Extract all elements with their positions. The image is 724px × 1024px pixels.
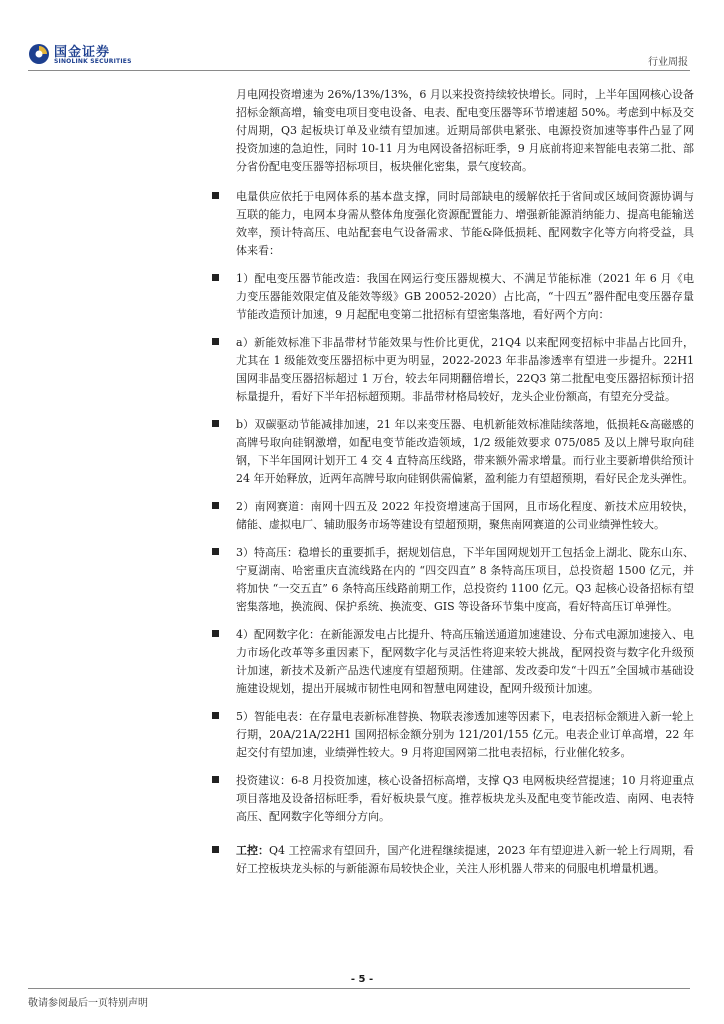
bullet-paragraph (236, 188, 694, 260)
bullet-square-icon (212, 502, 219, 509)
bullet-paragraph (236, 544, 694, 616)
paragraph-text: 月电网投资增速为 26%/13%/13%，6 月以来投资持续较快增长。同时，上半年国网核心设备招标金额高增，输变电项目变电设备、电表、配电变压器等环节增速超 50%。考虑到中标及交付周期，Q3 起板块订单及业绩有望加速。近期局部供电紧张、电源投资加速等事件凸显了网投资加速的急迫性，同时 10-11 月为电网设备招标旺季，9 月底前将迎来智能电表第二批、部分省份配电变压器等招标项目，板块催化密集，景气度较高。 (236, 88, 694, 173)
paragraph-continued (236, 86, 694, 176)
paragraph-text: 电量供应依托于电网体系的基本盘支撑，同时局部缺电的缓解依托于省间或区域间资源协调与互联的能力，电网本身需从整体角度强化资源配置能力、增强新能源消纳能力、提高电能输送效率，预计特高压、电站配套电气设备需求、节能&降低损耗、配网数字化等方向将受益，具体来看： (236, 190, 694, 257)
paragraph-text: 3）特高压：稳增长的重要抓手，据规划信息，下半年国网规划开工包括金上湖北、陇东山东、宁夏湖南、哈密重庆直流线路在内的 “四交四直” 8 条特高压项目，总投资超 1500 亿元，并将加快 “一交五直” 6 条特高压线路前期工作，总投资约 1100 亿元。Q3 起核心设备招标有望密集落地，换流阀、保护系统、换流变、GIS 等设备环节集中度高，看好特高压订单弹性。 (236, 546, 694, 613)
section-label: 工控： (236, 844, 269, 857)
page-footer (0, 964, 724, 1024)
bullet-square-icon (212, 192, 219, 199)
logo-text-cn: 国金证券 (54, 45, 111, 60)
page-number: - 5 - (350, 974, 374, 985)
logo-text-en: SINOLINK SECURITIES (54, 58, 132, 65)
paragraph-text: 2）南网赛道：南网十四五及 2022 年投资增速高于国网，且市场化程度、新技术应用较快，储能、虚拟电厂、辅助服务市场等建设有望超预期，聚焦南网赛道的公司业绩弹性较大。 (236, 500, 694, 531)
bullet-paragraph (236, 416, 694, 488)
bullet-square-icon (212, 338, 219, 345)
bullet-square-icon (212, 712, 219, 719)
bullet-paragraph (236, 270, 694, 324)
header-divider (28, 70, 690, 71)
bullet-paragraph-industrial-control (236, 842, 694, 878)
bullet-square-icon (212, 846, 219, 853)
logo-mark-icon (28, 43, 50, 65)
paragraph-text: 5）智能电表：在存量电表新标准替换、物联表渗透加速等因素下，电表招标金额进入新一轮上行期，20A/21A/22H1 国网招标金额分别为 121/201/155 亿元。电表企业订单高增，22 年起交付有望加速，业绩弹性较大。9 月将迎国网第二批电表招标，行业催化较多。 (236, 710, 694, 759)
bullet-paragraph (236, 626, 694, 698)
paragraph-text: 投资建议：6-8 月投资加速，核心设备招标高增，支撑 Q3 电网板块经营提速；10 月将迎重点项目落地及设备招标旺季，看好板块景气度。推荐板块龙头及配电变节能改造、南网、电表特高压、配网数字化等细分方向。 (236, 774, 694, 823)
bullet-square-icon (212, 548, 219, 555)
main-content (236, 86, 694, 888)
paragraph-text: Q4 工控需求有望回升，国产化进程继续提速，2023 年有望迎进入新一轮上行周期，看好工控板块龙头标的与新能源布局较快企业，关注人形机器人带来的伺服电机增量机遇。 (236, 844, 695, 875)
page-header (0, 0, 724, 80)
paragraph-text: b）双碳驱动节能减排加速，21 年以来变压器、电机新能效标准陆续落地，低损耗&高磁感的高牌号取向硅钢激增，如配电变节能改造领域，1/2 级能效要求 075/085 及以上牌号取向硅钢，下半年国网计划开工 4 交 4 直特高压线路，带来额外需求增量。而行业主要新增供给预计 24 年开始释放，近两年高牌号取向硅钢供需偏紧，盈利能力有望超预期，看好民企龙头弹性。 (236, 418, 694, 485)
bullet-paragraph (236, 334, 694, 406)
paragraph-text: a）新能效标准下非晶带材节能效果与性价比更优，21Q4 以来配网变招标中非晶占比回升，尤其在 1 级能效变压器招标中更为明显，2022-2023 年非晶渗透率有望进一步提升。22H1 国网非晶变压器招标超过 1 万台，较去年同期翻倍增长，22Q3 第二批配电变压器招标预计招标量提升，看好下半年招标超预期。非晶带材格局较好，龙头企业份额高，有望充分受益。 (236, 336, 694, 403)
footer-divider (28, 988, 690, 989)
bullet-paragraph (236, 498, 694, 534)
company-logo (28, 41, 148, 69)
bullet-paragraph (236, 708, 694, 762)
paragraph-text: 1）配电变压器节能改造：我国在网运行变压器规模大、不满足节能标准（2021 年 6 月《电力变压器能效限定值及能效等级》GB 20052-2020）占比高，“十四五”器件配电变压器存量节能改造预计加速，9 月起配电变第二批招标有望密集落地，看好两个方向： (236, 272, 694, 321)
bullet-square-icon (212, 630, 219, 637)
bullet-square-icon (212, 274, 219, 281)
bullet-square-icon (212, 776, 219, 783)
bullet-square-icon (212, 420, 219, 427)
bullet-paragraph (236, 772, 694, 826)
disclaimer-text: 敬请参阅最后一页特别声明 (28, 998, 148, 1009)
paragraph-text: 4）配网数字化：在新能源发电占比提升、特高压输送通道加速建设、分布式电源加速接入、电力市场化改革等多重因素下，配网数字化与灵活性将迎来较大挑战，配网投资与数字化升级预计加速，新技术及新产品迭代速度有望超预期。住建部、发改委印发“十四五”全国城市基础设施建设规划，提出开展城市韧性电网和智慧电网建设，配网升级预计加速。 (236, 628, 694, 695)
report-type-label: 行业周报 (648, 57, 688, 68)
